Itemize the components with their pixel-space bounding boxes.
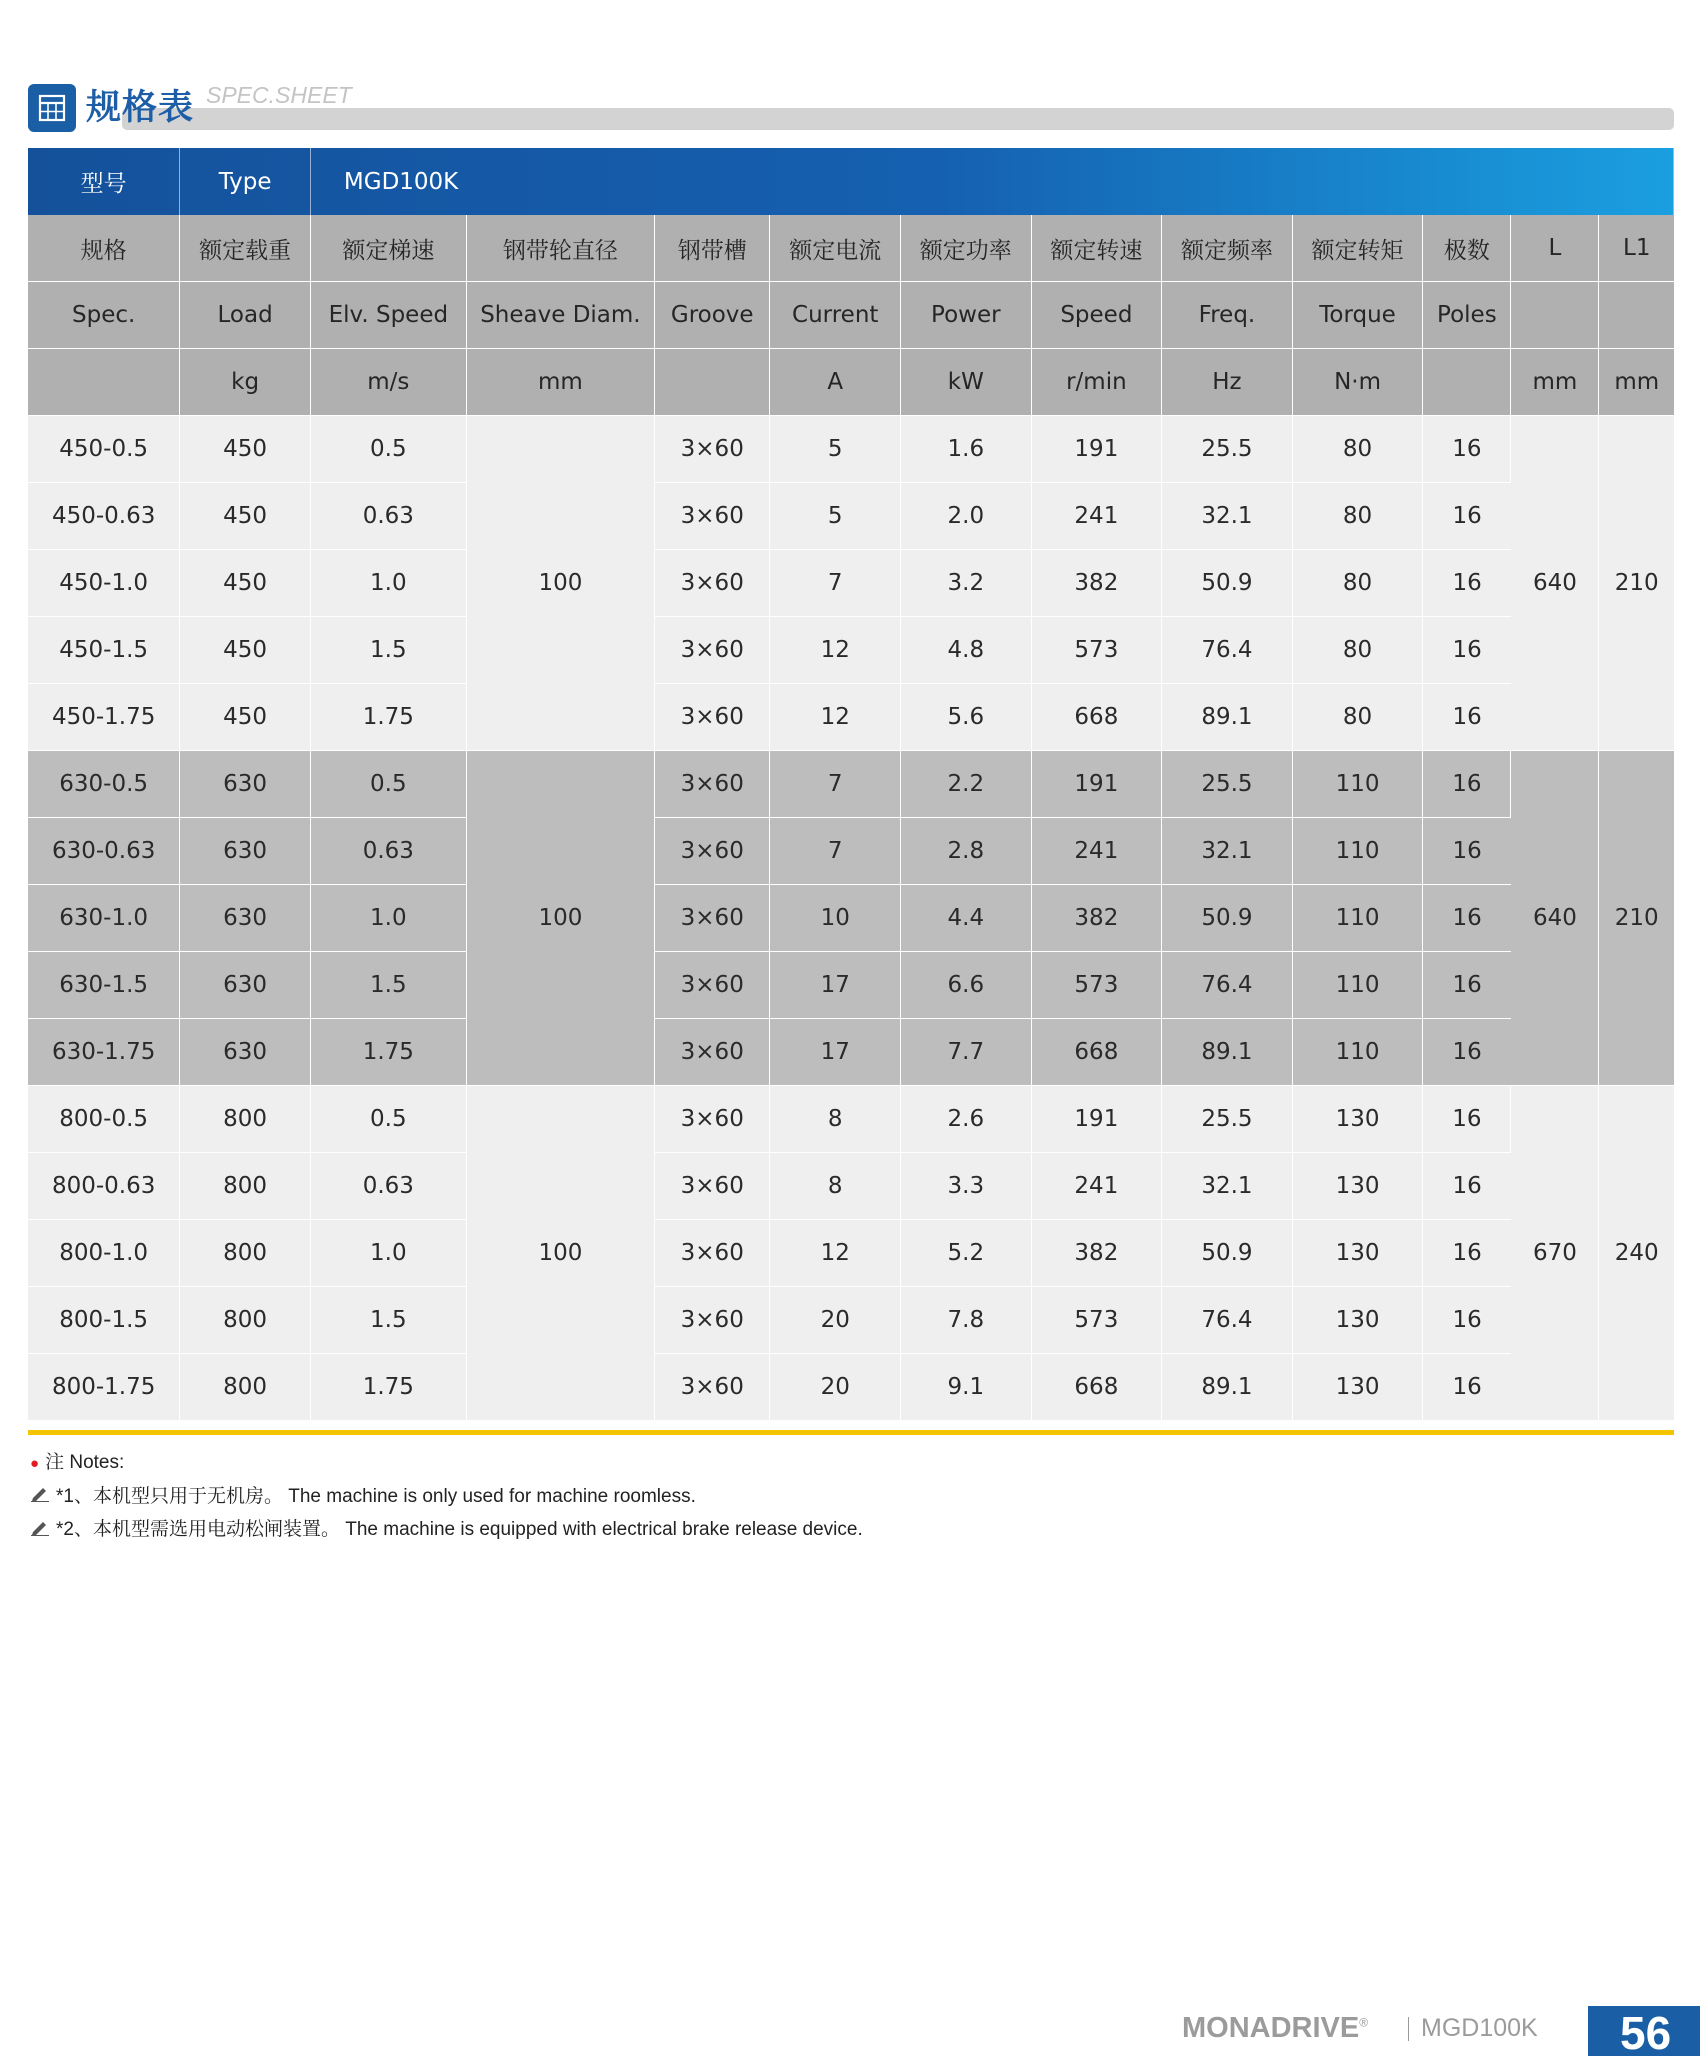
cell-torque: 80 xyxy=(1292,483,1423,550)
cell-speed: 1.75 xyxy=(310,684,466,751)
notes-title: ● 注 Notes: xyxy=(30,1452,125,1473)
column-header-en: Speed xyxy=(1031,282,1162,349)
cell-poles: 16 xyxy=(1423,1287,1511,1354)
cell-L: 670 xyxy=(1511,1086,1599,1421)
cell-speed: 1.75 xyxy=(310,1354,466,1421)
cell-groove: 3×60 xyxy=(655,617,770,684)
cell-spec: 630-1.5 xyxy=(28,952,180,1019)
cell-groove: 3×60 xyxy=(655,1354,770,1421)
column-unit: mm xyxy=(1511,349,1599,416)
cell-current: 20 xyxy=(770,1354,901,1421)
cell-torque: 80 xyxy=(1292,550,1423,617)
cell-spec: 450-0.63 xyxy=(28,483,180,550)
cell-speed: 0.5 xyxy=(310,416,466,483)
column-header-cn: 钢带轮直径 xyxy=(466,215,654,282)
cell-power: 3.2 xyxy=(901,550,1032,617)
cell-poles: 16 xyxy=(1423,684,1511,751)
cell-torque: 110 xyxy=(1292,885,1423,952)
footer xyxy=(1176,2002,1700,2059)
cell-groove: 3×60 xyxy=(655,952,770,1019)
cell-power: 4.8 xyxy=(901,617,1032,684)
cell-groove: 3×60 xyxy=(655,1220,770,1287)
column-header-cn: 额定电流 xyxy=(770,215,901,282)
column-unit: N·m xyxy=(1292,349,1423,416)
cell-poles: 16 xyxy=(1423,1153,1511,1220)
page-subtitle: SPEC.SHEET xyxy=(206,82,352,108)
cell-spec: 630-0.5 xyxy=(28,751,180,818)
cell-freq: 25.5 xyxy=(1162,1086,1293,1153)
cell-freq: 25.5 xyxy=(1162,416,1293,483)
cell-spec: 630-0.63 xyxy=(28,818,180,885)
header-bar xyxy=(122,108,1674,130)
table-row xyxy=(28,952,1674,1019)
cell-power: 7.8 xyxy=(901,1287,1032,1354)
cell-groove: 3×60 xyxy=(655,550,770,617)
column-header-en: Poles xyxy=(1423,282,1511,349)
note-item xyxy=(30,1513,863,1546)
column-header-en: Elv. Speed xyxy=(310,282,466,349)
footer-divider xyxy=(1408,2017,1409,2041)
cell-poles: 16 xyxy=(1423,1019,1511,1086)
cell-current: 5 xyxy=(770,483,901,550)
cell-load: 450 xyxy=(180,550,311,617)
pencil-icon xyxy=(30,1514,50,1547)
cell-torque: 130 xyxy=(1292,1153,1423,1220)
cell-rpm: 191 xyxy=(1031,1086,1162,1153)
cell-current: 8 xyxy=(770,1086,901,1153)
column-header-cn: 额定梯速 xyxy=(310,215,466,282)
column-header-en xyxy=(1511,282,1599,349)
cell-freq: 89.1 xyxy=(1162,1019,1293,1086)
cell-power: 9.1 xyxy=(901,1354,1032,1421)
bullet-icon: ● xyxy=(30,1455,40,1472)
cell-spec: 630-1.75 xyxy=(28,1019,180,1086)
cell-torque: 80 xyxy=(1292,416,1423,483)
cell-rpm: 241 xyxy=(1031,818,1162,885)
column-unit: mm xyxy=(466,349,654,416)
cell-spec: 800-1.5 xyxy=(28,1287,180,1354)
table-row xyxy=(28,1220,1674,1287)
cell-current: 12 xyxy=(770,684,901,751)
cell-torque: 110 xyxy=(1292,751,1423,818)
pencil-icon xyxy=(30,1480,50,1513)
cell-groove: 3×60 xyxy=(655,483,770,550)
cell-spec: 800-0.5 xyxy=(28,1086,180,1153)
cell-groove: 3×60 xyxy=(655,1153,770,1220)
cell-load: 800 xyxy=(180,1086,311,1153)
cell-torque: 80 xyxy=(1292,617,1423,684)
cell-speed: 1.75 xyxy=(310,1019,466,1086)
table-row xyxy=(28,483,1674,550)
table-row xyxy=(28,818,1674,885)
column-unit: mm xyxy=(1599,349,1674,416)
cell-current: 5 xyxy=(770,416,901,483)
note-item xyxy=(30,1480,863,1513)
column-header-en xyxy=(1599,282,1674,349)
cell-torque: 130 xyxy=(1292,1086,1423,1153)
type-label: Type xyxy=(180,148,311,215)
column-unit: r/min xyxy=(1031,349,1162,416)
cell-spec: 450-1.5 xyxy=(28,617,180,684)
cell-freq: 76.4 xyxy=(1162,952,1293,1019)
cell-current: 8 xyxy=(770,1153,901,1220)
table-row xyxy=(28,617,1674,684)
page-number-box xyxy=(1588,2006,1700,2059)
cell-current: 7 xyxy=(770,751,901,818)
cell-spec: 800-0.63 xyxy=(28,1153,180,1220)
cell-power: 2.0 xyxy=(901,483,1032,550)
cell-spec: 450-0.5 xyxy=(28,416,180,483)
cell-power: 1.6 xyxy=(901,416,1032,483)
cell-sheave-diam: 100 xyxy=(466,416,654,751)
column-unit: Hz xyxy=(1162,349,1293,416)
table-row xyxy=(28,684,1674,751)
cell-spec: 450-1.75 xyxy=(28,684,180,751)
cell-L: 640 xyxy=(1511,416,1599,751)
cell-load: 450 xyxy=(180,684,311,751)
cell-poles: 16 xyxy=(1423,416,1511,483)
cell-groove: 3×60 xyxy=(655,1019,770,1086)
table-row xyxy=(28,1354,1674,1421)
cell-current: 7 xyxy=(770,818,901,885)
cell-current: 7 xyxy=(770,550,901,617)
column-unit xyxy=(28,349,180,416)
cell-poles: 16 xyxy=(1423,483,1511,550)
cell-poles: 16 xyxy=(1423,952,1511,1019)
model-label-cn: 型号 xyxy=(28,148,180,215)
cell-load: 630 xyxy=(180,1019,311,1086)
cell-groove: 3×60 xyxy=(655,751,770,818)
page-title: 规格表 xyxy=(86,88,195,127)
table-row xyxy=(28,885,1674,952)
cell-rpm: 573 xyxy=(1031,617,1162,684)
table-row xyxy=(28,1287,1674,1354)
cell-current: 12 xyxy=(770,1220,901,1287)
cell-freq: 50.9 xyxy=(1162,1220,1293,1287)
header-row-cn xyxy=(28,215,1674,282)
cell-speed: 1.5 xyxy=(310,617,466,684)
cell-load: 450 xyxy=(180,617,311,684)
table-bottom-rule xyxy=(28,1430,1674,1435)
cell-L1: 210 xyxy=(1599,751,1674,1086)
cell-groove: 3×60 xyxy=(655,416,770,483)
cell-groove: 3×60 xyxy=(655,1287,770,1354)
cell-poles: 16 xyxy=(1423,885,1511,952)
column-header-cn: 额定功率 xyxy=(901,215,1032,282)
cell-groove: 3×60 xyxy=(655,818,770,885)
cell-torque: 130 xyxy=(1292,1354,1423,1421)
column-header-cn: 额定频率 xyxy=(1162,215,1293,282)
cell-power: 2.6 xyxy=(901,1086,1032,1153)
column-header-cn: 极数 xyxy=(1423,215,1511,282)
column-header-en: Power xyxy=(901,282,1032,349)
note-text-2: *2、本机型需选用电动松闸装置。 The machine is equipped with electrical brake release device. xyxy=(56,1519,863,1541)
column-header-cn: 额定转速 xyxy=(1031,215,1162,282)
cell-poles: 16 xyxy=(1423,1220,1511,1287)
column-header-cn: L1 xyxy=(1599,215,1674,282)
column-unit xyxy=(655,349,770,416)
column-header-en: Current xyxy=(770,282,901,349)
cell-speed: 1.0 xyxy=(310,885,466,952)
cell-poles: 16 xyxy=(1423,751,1511,818)
cell-power: 4.4 xyxy=(901,885,1032,952)
cell-torque: 110 xyxy=(1292,1019,1423,1086)
cell-freq: 76.4 xyxy=(1162,617,1293,684)
cell-current: 17 xyxy=(770,1019,901,1086)
note-text-1: *1、本机型只用于无机房。 The machine is only used for machine roomless. xyxy=(56,1486,696,1507)
cell-power: 5.6 xyxy=(901,684,1032,751)
cell-spec: 630-1.0 xyxy=(28,885,180,952)
cell-current: 10 xyxy=(770,885,901,952)
cell-rpm: 573 xyxy=(1031,952,1162,1019)
cell-spec: 800-1.0 xyxy=(28,1220,180,1287)
cell-freq: 32.1 xyxy=(1162,1153,1293,1220)
cell-rpm: 668 xyxy=(1031,1019,1162,1086)
column-unit: kW xyxy=(901,349,1032,416)
column-header-en: Load xyxy=(180,282,311,349)
cell-load: 630 xyxy=(180,751,311,818)
column-unit: m/s xyxy=(310,349,466,416)
column-header-en: Sheave Diam. xyxy=(466,282,654,349)
cell-spec: 450-1.0 xyxy=(28,550,180,617)
spec-table xyxy=(28,148,1674,1421)
cell-sheave-diam: 100 xyxy=(466,751,654,1086)
cell-torque: 130 xyxy=(1292,1287,1423,1354)
column-unit xyxy=(1423,349,1511,416)
column-header-en: Groove xyxy=(655,282,770,349)
cell-poles: 16 xyxy=(1423,617,1511,684)
table-row xyxy=(28,550,1674,617)
column-unit: kg xyxy=(180,349,311,416)
cell-power: 2.8 xyxy=(901,818,1032,885)
cell-groove: 3×60 xyxy=(655,885,770,952)
cell-poles: 16 xyxy=(1423,1086,1511,1153)
cell-speed: 1.5 xyxy=(310,952,466,1019)
cell-rpm: 382 xyxy=(1031,1220,1162,1287)
cell-speed: 0.63 xyxy=(310,1153,466,1220)
cell-load: 800 xyxy=(180,1287,311,1354)
cell-load: 800 xyxy=(180,1153,311,1220)
cell-poles: 16 xyxy=(1423,818,1511,885)
cell-load: 800 xyxy=(180,1220,311,1287)
type-row xyxy=(28,148,1674,215)
column-header-en: Torque xyxy=(1292,282,1423,349)
cell-groove: 3×60 xyxy=(655,1086,770,1153)
cell-speed: 1.0 xyxy=(310,550,466,617)
cell-speed: 1.5 xyxy=(310,1287,466,1354)
cell-speed: 0.63 xyxy=(310,483,466,550)
header-row-en xyxy=(28,282,1674,349)
cell-spec: 800-1.75 xyxy=(28,1354,180,1421)
cell-speed: 0.5 xyxy=(310,1086,466,1153)
cell-load: 450 xyxy=(180,416,311,483)
cell-rpm: 668 xyxy=(1031,1354,1162,1421)
column-header-en: Freq. xyxy=(1162,282,1293,349)
cell-poles: 16 xyxy=(1423,550,1511,617)
column-unit: A xyxy=(770,349,901,416)
cell-speed: 0.63 xyxy=(310,818,466,885)
brand-logo: MONADRIVE® xyxy=(1182,2012,1369,2044)
column-header-cn: 钢带槽 xyxy=(655,215,770,282)
cell-torque: 130 xyxy=(1292,1220,1423,1287)
cell-L1: 240 xyxy=(1599,1086,1674,1421)
table-row xyxy=(28,1153,1674,1220)
cell-poles: 16 xyxy=(1423,1354,1511,1421)
cell-power: 5.2 xyxy=(901,1220,1032,1287)
cell-load: 450 xyxy=(180,483,311,550)
column-header-cn: 额定载重 xyxy=(180,215,311,282)
table-icon xyxy=(28,84,76,132)
cell-rpm: 382 xyxy=(1031,550,1162,617)
cell-freq: 32.1 xyxy=(1162,818,1293,885)
cell-current: 20 xyxy=(770,1287,901,1354)
cell-torque: 110 xyxy=(1292,952,1423,1019)
cell-load: 630 xyxy=(180,952,311,1019)
page-number: 56 xyxy=(1620,2007,1672,2059)
cell-groove: 3×60 xyxy=(655,684,770,751)
column-header-cn: 额定转矩 xyxy=(1292,215,1423,282)
cell-freq: 89.1 xyxy=(1162,1354,1293,1421)
cell-freq: 89.1 xyxy=(1162,684,1293,751)
cell-speed: 1.0 xyxy=(310,1220,466,1287)
cell-current: 12 xyxy=(770,617,901,684)
cell-torque: 80 xyxy=(1292,684,1423,751)
cell-rpm: 241 xyxy=(1031,483,1162,550)
cell-current: 17 xyxy=(770,952,901,1019)
cell-load: 630 xyxy=(180,818,311,885)
cell-L1: 210 xyxy=(1599,416,1674,751)
table-row xyxy=(28,751,1674,818)
cell-load: 800 xyxy=(180,1354,311,1421)
notes xyxy=(30,1446,863,1547)
cell-power: 3.3 xyxy=(901,1153,1032,1220)
table-row xyxy=(28,1086,1674,1153)
model-value: MGD100K xyxy=(343,168,459,195)
cell-power: 7.7 xyxy=(901,1019,1032,1086)
table-row xyxy=(28,1019,1674,1086)
cell-rpm: 668 xyxy=(1031,684,1162,751)
table-row xyxy=(28,416,1674,483)
cell-power: 2.2 xyxy=(901,751,1032,818)
cell-rpm: 241 xyxy=(1031,1153,1162,1220)
section-header xyxy=(28,78,1674,136)
cell-freq: 50.9 xyxy=(1162,885,1293,952)
header-row-units xyxy=(28,349,1674,416)
cell-load: 630 xyxy=(180,885,311,952)
cell-rpm: 382 xyxy=(1031,885,1162,952)
column-header-en: Spec. xyxy=(28,282,180,349)
cell-power: 6.6 xyxy=(901,952,1032,1019)
cell-freq: 25.5 xyxy=(1162,751,1293,818)
cell-sheave-diam: 100 xyxy=(466,1086,654,1421)
cell-rpm: 191 xyxy=(1031,751,1162,818)
cell-freq: 32.1 xyxy=(1162,483,1293,550)
cell-rpm: 191 xyxy=(1031,416,1162,483)
column-header-cn: 规格 xyxy=(28,215,180,282)
cell-freq: 76.4 xyxy=(1162,1287,1293,1354)
cell-L: 640 xyxy=(1511,751,1599,1086)
cell-rpm: 573 xyxy=(1031,1287,1162,1354)
cell-freq: 50.9 xyxy=(1162,550,1293,617)
column-header-cn: L xyxy=(1511,215,1599,282)
footer-model: MGD100K xyxy=(1421,2014,1538,2042)
cell-speed: 0.5 xyxy=(310,751,466,818)
cell-torque: 110 xyxy=(1292,818,1423,885)
